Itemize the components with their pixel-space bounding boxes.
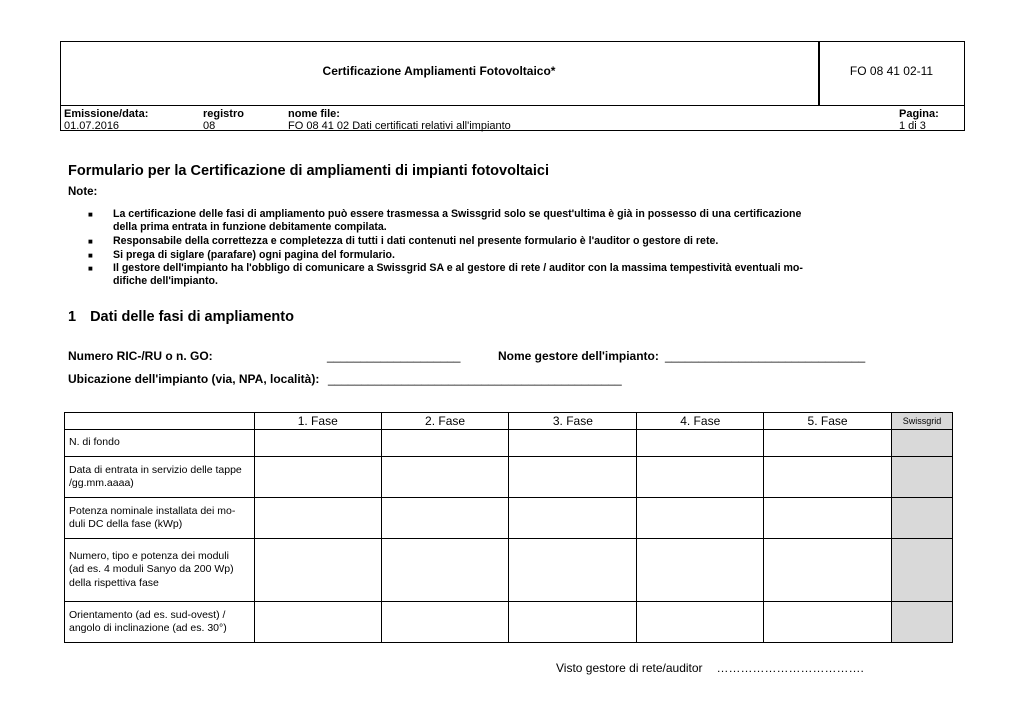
column-header-swissgrid: Swissgrid	[891, 413, 952, 430]
bullet-icon: ■	[88, 251, 93, 260]
input-cell[interactable]	[254, 498, 381, 539]
swissgrid-cell	[891, 430, 952, 457]
row-label: Orientamento (ad es. sud-ovest) / angolo di inclinazione (ad es. 30°)	[65, 602, 255, 643]
section-title: Dati delle fasi di ampliamento	[90, 309, 294, 325]
page-value: 1 di 3	[899, 120, 926, 132]
header-title: Certificazione Ampliamenti Fotovoltaico*	[322, 64, 556, 78]
input-cell[interactable]	[509, 430, 637, 457]
header-empty-cell	[65, 413, 255, 430]
note-text: La certificazione delle fasi di ampliamento può essere trasmessa a Swissgrid solo se quest'ultima è già in possesso di una certificazione	[113, 208, 802, 220]
emission-label: Emissione/data:	[64, 108, 149, 120]
input-cell[interactable]	[764, 539, 892, 602]
column-header: 4. Fase	[637, 413, 764, 430]
visto-label: Visto gestore di rete/auditor	[556, 661, 703, 675]
note-text: difiche dell'impianto.	[113, 275, 218, 287]
input-cell[interactable]	[381, 539, 509, 602]
input-cell[interactable]	[637, 602, 764, 643]
file-value: FO 08 41 02 Dati certificati relativi all'impianto	[288, 120, 511, 132]
column-header: 3. Fase	[509, 413, 637, 430]
phases-table	[64, 412, 953, 643]
notes-label: Note:	[68, 186, 98, 198]
file-label: nome file:	[288, 108, 340, 120]
bullet-icon: ■	[88, 264, 93, 273]
input-cell[interactable]	[254, 457, 381, 498]
visto-signature-line[interactable]: ……………………………….	[716, 661, 864, 675]
input-cell[interactable]	[381, 457, 509, 498]
document-code: FO 08 41 02-11	[849, 64, 934, 78]
note-text: Responsabile della correttezza e completezza di tutti i dati contenuti nel presente formulario è l'auditor o gestore di rete.	[113, 235, 719, 247]
input-cell[interactable]	[637, 430, 764, 457]
table-row	[65, 602, 953, 643]
gestore-label: Nome gestore dell'impianto:	[498, 349, 659, 363]
header-separator	[60, 105, 965, 106]
ubicazione-input-line[interactable]: ____________________________________________	[328, 372, 622, 386]
gestore-input-line[interactable]: ______________________________	[665, 349, 866, 363]
table-row	[65, 498, 953, 539]
table-header-row	[65, 413, 953, 430]
input-cell[interactable]	[764, 602, 892, 643]
column-header: 1. Fase	[254, 413, 381, 430]
table-row	[65, 430, 953, 457]
input-cell[interactable]	[509, 539, 637, 602]
note-item	[88, 235, 888, 248]
form-title: Formulario per la Certificazione di ampliamenti di impianti fotovoltaici	[68, 163, 549, 179]
registro-value: 08	[203, 120, 216, 132]
section-number: 1	[68, 309, 77, 325]
section-heading	[68, 309, 294, 325]
row-label: Data di entrata in servizio delle tappe /gg.mm.aaaa)	[65, 457, 255, 498]
input-cell[interactable]	[381, 602, 509, 643]
registro-label: registro	[203, 108, 244, 120]
input-cell[interactable]	[254, 539, 381, 602]
note-item	[88, 208, 888, 234]
visto-signature	[556, 661, 864, 675]
input-cell[interactable]	[254, 430, 381, 457]
note-item	[88, 262, 888, 288]
input-cell[interactable]	[764, 430, 892, 457]
input-cell[interactable]	[509, 457, 637, 498]
document-header	[60, 41, 965, 131]
table-row	[65, 539, 953, 602]
row-label: Numero, tipo e potenza dei moduli (ad es. 4 moduli Sanyo da 200 Wp) della rispettiva fase	[65, 539, 255, 602]
input-cell[interactable]	[764, 457, 892, 498]
input-cell[interactable]	[254, 602, 381, 643]
note-item	[88, 249, 888, 262]
bullet-icon: ■	[88, 210, 93, 219]
input-cell[interactable]	[509, 602, 637, 643]
ubicazione-label: Ubicazione dell'impianto (via, NPA, località):	[68, 372, 320, 386]
page-label: Pagina:	[899, 108, 939, 120]
input-cell[interactable]	[637, 539, 764, 602]
input-cell[interactable]	[637, 498, 764, 539]
swissgrid-cell	[891, 539, 952, 602]
input-cell[interactable]	[509, 498, 637, 539]
column-header: 2. Fase	[381, 413, 509, 430]
swissgrid-cell	[891, 457, 952, 498]
ric-label: Numero RIC-/RU o n. GO:	[68, 349, 213, 363]
swissgrid-cell	[891, 498, 952, 539]
input-cell[interactable]	[764, 498, 892, 539]
input-cell[interactable]	[381, 430, 509, 457]
row-label: Potenza nominale installata dei mo- duli DC della fase (kWp)	[65, 498, 255, 539]
note-text: Il gestore dell'impianto ha l'obbligo di comunicare a Swissgrid SA e al gestore di rete / auditor con la massima tempestività eventuali mo-	[113, 262, 803, 274]
ric-input-line[interactable]: ____________________	[327, 349, 461, 363]
bullet-icon: ■	[88, 237, 93, 246]
column-header: 5. Fase	[764, 413, 892, 430]
table-row	[65, 457, 953, 498]
note-text: Si prega di siglare (parafare) ogni pagina del formulario.	[113, 249, 395, 261]
input-cell[interactable]	[637, 457, 764, 498]
emission-value: 01.07.2016	[64, 120, 120, 132]
note-text: della prima entrata in funzione debitamente compilata.	[113, 221, 387, 233]
input-cell[interactable]	[381, 498, 509, 539]
row-label: N. di fondo	[65, 430, 255, 457]
swissgrid-cell	[891, 602, 952, 643]
